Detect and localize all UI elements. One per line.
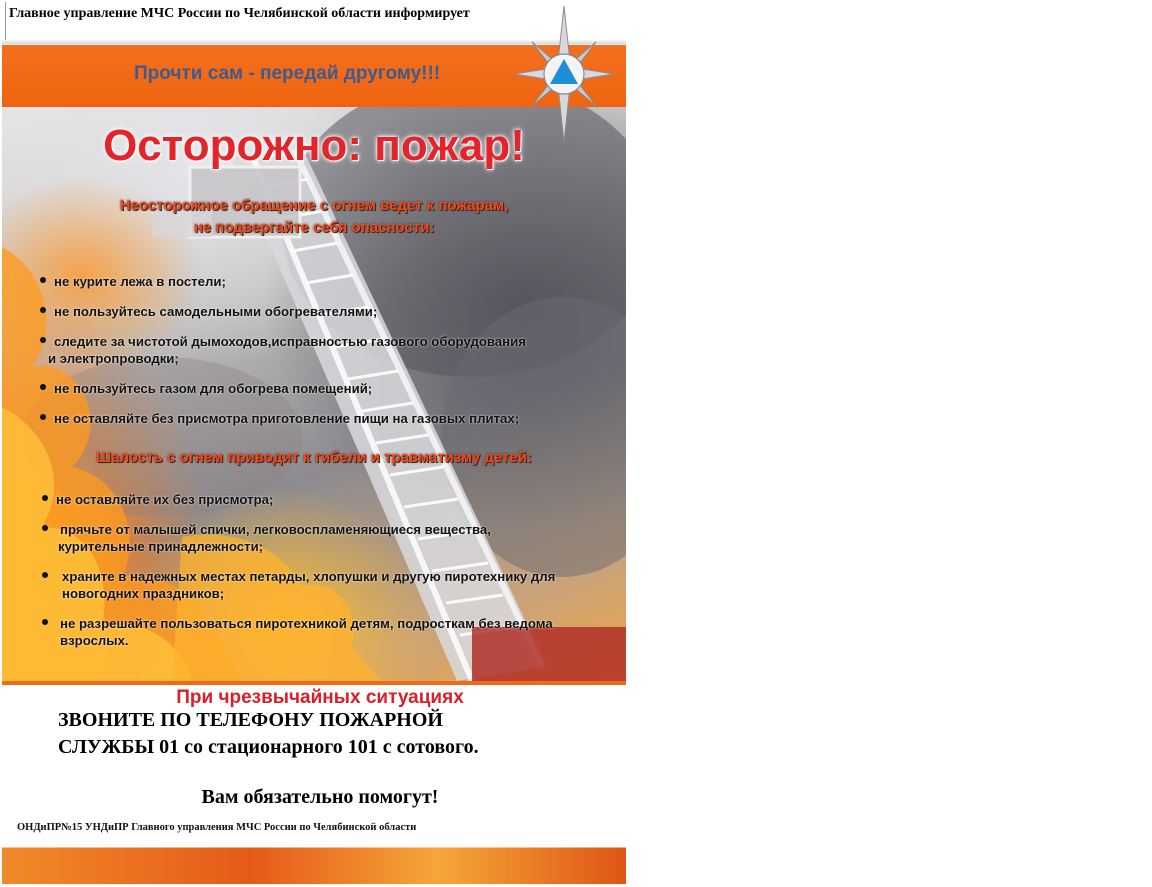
bullet-dot-icon xyxy=(42,619,48,625)
section1-heading-line2: не подвергайте себя опасности: xyxy=(193,219,435,236)
banner-slogan: Прочти сам - передай другому!!! xyxy=(134,63,441,84)
bullet-dot-icon xyxy=(42,525,48,531)
bullet-dot-icon xyxy=(40,384,46,390)
fire-safety-poster xyxy=(2,2,626,884)
list-item: не пользуйтесь газом для обогрева помещений; xyxy=(40,380,526,397)
bullet-dot-icon xyxy=(40,414,46,420)
list-item: не пользуйтесь самодельными обогревателями; xyxy=(40,303,526,320)
list-item-continuation: взрослых. xyxy=(60,633,129,648)
list-item-continuation: курительные принадлежности; xyxy=(58,539,264,554)
header-informs-text: Главное управление МЧС России по Челябинской области информирует xyxy=(5,2,539,40)
section1-list xyxy=(40,273,526,427)
list-item: прячьте от малышей спички, легковоспламеняющиеся вещества, xyxy=(42,521,555,538)
bullet-dot-icon xyxy=(40,277,46,283)
help-assurance-text: Вам обязательно помогут! xyxy=(201,786,439,808)
list-item: не оставляйте без присмотра приготовление пищи на газовых плитах; xyxy=(40,410,526,427)
section2-list xyxy=(42,491,555,649)
section1-heading-line1: Неосторожное обращение с огнем ведет к пожарам, xyxy=(119,197,509,214)
list-item-continuation: и электропроводки; xyxy=(48,351,179,366)
call-line-1: ЗВОНИТЕ ПО ТЕЛЕФОНУ ПОЖАРНОЙ xyxy=(58,709,443,731)
emergency-heading: При чрезвычайных ситуациях xyxy=(176,687,464,708)
emergency-panel xyxy=(2,681,626,884)
fire-ladder-photo xyxy=(2,107,626,681)
call-line-2: СЛУЖБЫ 01 со стационарного 101 с сотового. xyxy=(58,736,479,758)
list-item: храните в надежных местах петарды, хлопушки и другую пиротехнику для xyxy=(42,568,555,585)
bullet-dot-icon xyxy=(42,572,48,578)
list-item-continuation: новогодних праздников; xyxy=(62,586,225,601)
list-item: не курите лежа в постели; xyxy=(40,273,526,290)
poster-title: Осторожно: пожар! xyxy=(103,121,525,170)
footer-department-text: ОНДиПР№15 УНДиПР Главного управления МЧС России по Челябинской области xyxy=(17,822,417,833)
bullet-dot-icon xyxy=(40,307,46,313)
list-item: не оставляйте их без присмотра; xyxy=(42,491,555,508)
bullet-dot-icon xyxy=(40,337,46,343)
list-item: не разрешайте пользоваться пиротехникой детям, подросткам без ведома xyxy=(42,615,555,632)
orange-divider xyxy=(2,681,626,685)
mchs-star-emblem-icon xyxy=(512,4,616,144)
section2-heading: Шалость с огнем приводит к гибели и травматизму детей: xyxy=(96,449,532,466)
list-item: следите за чистотой дымоходов,исправностью газового оборудования xyxy=(40,333,526,350)
bullet-dot-icon xyxy=(42,495,48,501)
footer-box xyxy=(12,819,608,843)
